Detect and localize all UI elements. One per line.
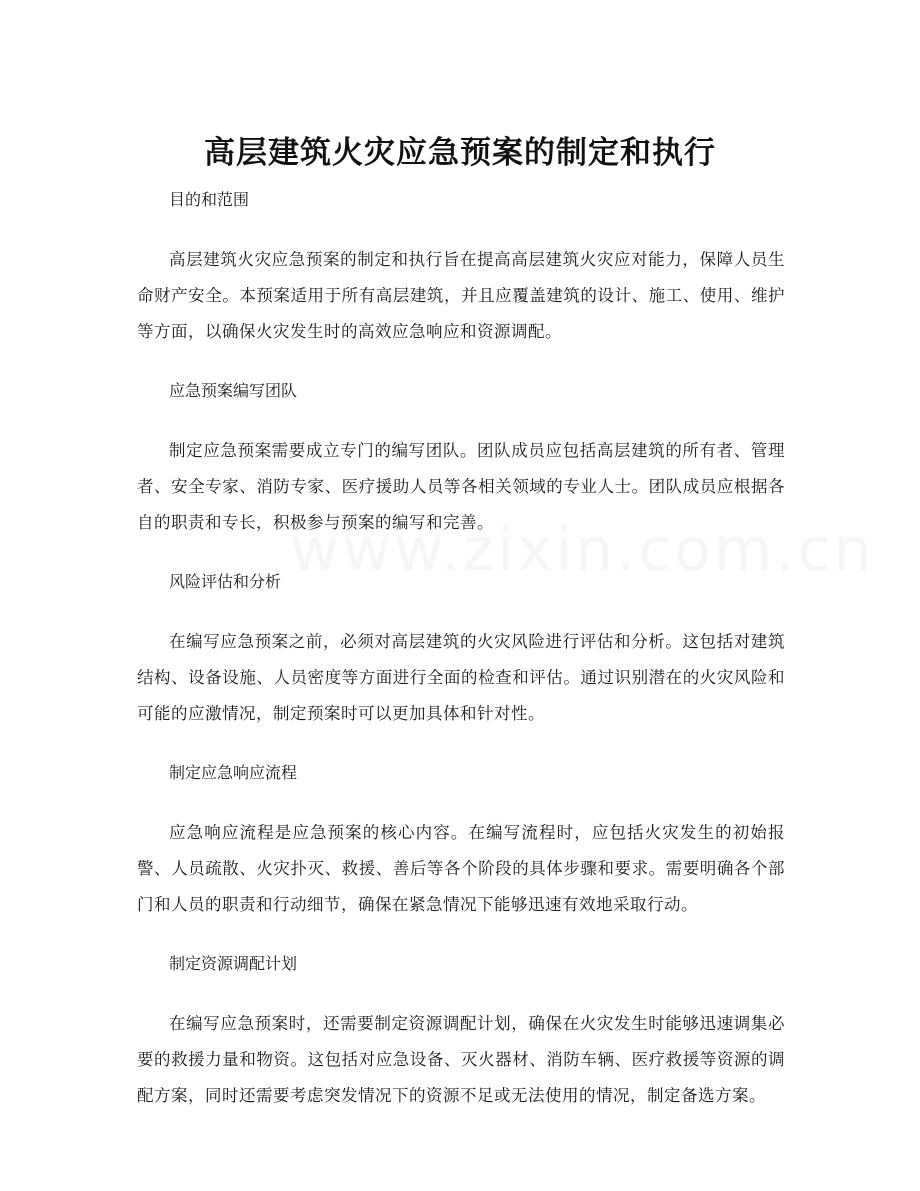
section-paragraph: 在编写应急预案之前，必须对高层建筑的火灾风险进行评估和分析。这包括对建筑结构、设备设施、人员密度等方面进行全面的检查和评估。通过识别潜在的火灾风险和可能的应激情况，制定预案时可以更加具体和针对性。	[137, 632, 785, 723]
section-paragraph: 应急响应流程是应急预案的核心内容。在编写流程时，应包括火灾发生的初始报警、人员疏散、火灾扑灭、救援、善后等各个阶段的具体步骤和要求。需要明确各个部门和人员的职责和行动细节，确保在紧急情况下能够迅速有效地采取行动。	[137, 823, 785, 914]
section-paragraph: 制定应急预案需要成立专门的编写团队。团队成员应包括高层建筑的所有者、管理者、安全专家、消防专家、医疗援助人员等各相关领域的专业人士。团队成员应根据各自的职责和专长，积极参与预案的编写和完善。	[137, 441, 785, 532]
document-body	[137, 182, 785, 1137]
section-heading: 应急预案编写团队	[169, 381, 298, 400]
section-heading: 制定应急响应流程	[169, 763, 298, 782]
section-heading: 制定资源调配计划	[169, 954, 298, 973]
section-heading: 风险评估和分析	[169, 572, 282, 591]
document-title: 高层建筑火灾应急预案的制定和执行	[204, 134, 716, 171]
section-paragraph: 在编写应急预案时，还需要制定资源调配计划，确保在火灾发生时能够迅速调集必要的救援力量和物资。这包括对应急设备、灭火器材、消防车辆、医疗救援等资源的调配方案，同时还需要考虑突发情况下的资源不足或无法使用的情况，制定备选方案。	[137, 1014, 785, 1105]
section-paragraph: 高层建筑火灾应急预案的制定和执行旨在提高高层建筑火灾应对能力，保障人员生命财产安全。本预案适用于所有高层建筑，并且应覆盖建筑的设计、施工、使用、维护等方面，以确保火灾发生时的高效应急响应和资源调配。	[137, 250, 785, 341]
section-heading: 目的和范围	[169, 190, 250, 209]
